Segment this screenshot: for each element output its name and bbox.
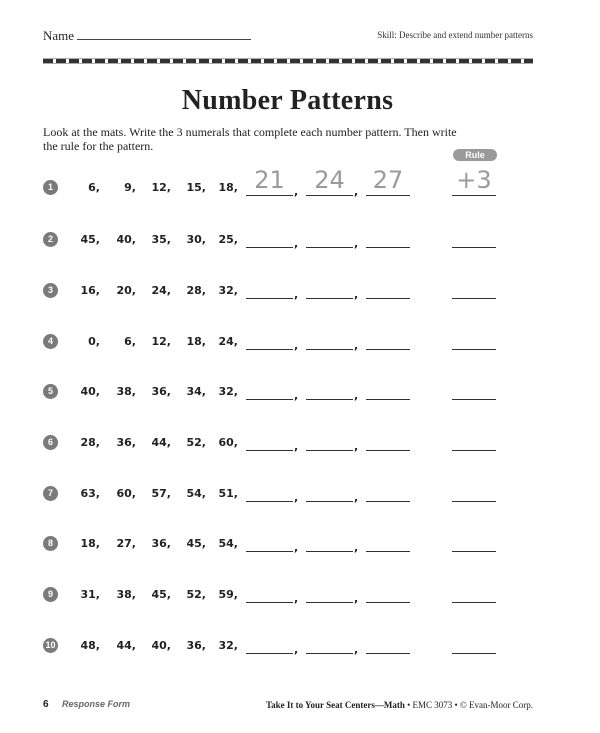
pattern-value: 45,: [80, 233, 100, 246]
rule-blank[interactable]: [452, 450, 496, 451]
pattern-value: 32,: [218, 639, 238, 652]
pattern-row: [0, 166, 600, 203]
rule-header-badge: Rule: [453, 149, 497, 161]
answer-blank[interactable]: [366, 195, 410, 196]
rule-blank[interactable]: [452, 501, 496, 502]
pattern-row: [0, 327, 600, 357]
pattern-value: 20,: [116, 284, 136, 297]
separator-comma: ,: [294, 389, 299, 402]
separator-comma: ,: [354, 592, 359, 605]
page-title: Number Patterns: [181, 85, 394, 116]
answer-blank[interactable]: [246, 195, 293, 196]
pattern-value: 32,: [218, 284, 238, 297]
pattern-value: 45,: [151, 588, 171, 601]
answer-blank[interactable]: [306, 399, 353, 400]
answer-blank[interactable]: [246, 653, 293, 654]
rule-blank[interactable]: [452, 399, 496, 400]
separator-comma: ,: [294, 288, 299, 301]
pattern-value: 18,: [218, 181, 238, 194]
pattern-value: 54,: [186, 487, 206, 500]
pattern-value: 18,: [186, 335, 206, 348]
pattern-value: 31,: [80, 588, 100, 601]
rule-blank[interactable]: [452, 195, 496, 196]
pattern-row: [0, 377, 600, 407]
pattern-value: 18,: [80, 537, 100, 550]
pattern-value: 36,: [116, 436, 136, 449]
problem-number-badge: 10: [43, 638, 58, 653]
footer-page-number: 6: [43, 699, 49, 710]
problem-number-badge: 1: [43, 180, 58, 195]
separator-comma: ,: [294, 491, 299, 504]
problem-number-badge: 2: [43, 232, 58, 247]
separator-comma: ,: [294, 541, 299, 554]
sample-answer: 24: [314, 166, 345, 194]
separator-comma: ,: [354, 237, 359, 250]
answer-blank[interactable]: [246, 399, 293, 400]
answer-blank[interactable]: [306, 602, 353, 603]
pattern-value: 51,: [218, 487, 238, 500]
rule-blank[interactable]: [452, 247, 496, 248]
pattern-row: [0, 631, 600, 661]
pattern-value: 48,: [80, 639, 100, 652]
separator-comma: ,: [354, 339, 359, 352]
pattern-value: 9,: [124, 181, 136, 194]
pattern-value: 52,: [186, 436, 206, 449]
rule-blank[interactable]: [452, 551, 496, 552]
instructions: Look at the mats. Write the 3 numerals that complete each number pattern. Then write the rule for the pattern.: [43, 125, 457, 153]
answer-blank[interactable]: [246, 298, 293, 299]
pattern-value: 32,: [218, 385, 238, 398]
answer-blank[interactable]: [306, 247, 353, 248]
pattern-value: 38,: [116, 385, 136, 398]
pattern-value: 24,: [151, 284, 171, 297]
problem-number-badge: 7: [43, 486, 58, 501]
pattern-row: [0, 529, 600, 559]
separator-comma: ,: [294, 185, 299, 198]
answer-blank[interactable]: [306, 450, 353, 451]
pattern-row: [0, 479, 600, 509]
pattern-row: [0, 225, 600, 255]
separator-comma: ,: [294, 237, 299, 250]
pattern-value: 57,: [151, 487, 171, 500]
answer-blank[interactable]: [366, 349, 410, 350]
pattern-row: [0, 580, 600, 610]
problem-number-badge: 6: [43, 435, 58, 450]
pattern-value: 34,: [186, 385, 206, 398]
pattern-row: [0, 276, 600, 306]
answer-blank[interactable]: [366, 450, 410, 451]
pattern-value: 30,: [186, 233, 206, 246]
pattern-value: 28,: [80, 436, 100, 449]
answer-blank[interactable]: [246, 501, 293, 502]
answer-blank[interactable]: [306, 653, 353, 654]
separator-comma: ,: [354, 491, 359, 504]
pattern-value: 36,: [151, 385, 171, 398]
separator-comma: ,: [354, 185, 359, 198]
answer-blank[interactable]: [366, 551, 410, 552]
answer-blank[interactable]: [306, 551, 353, 552]
name-field: [43, 28, 251, 44]
sample-answer: 27: [372, 166, 404, 194]
pattern-value: 60,: [116, 487, 136, 500]
pattern-value: 0,: [88, 335, 100, 348]
pattern-value: 12,: [151, 335, 171, 348]
pattern-value: 40,: [151, 639, 171, 652]
pattern-value: 15,: [186, 181, 206, 194]
name-blank: [77, 29, 251, 40]
sample-rule: +3: [456, 166, 492, 194]
answer-blank[interactable]: [246, 450, 293, 451]
pattern-value: 54,: [218, 537, 238, 550]
pattern-value: 16,: [80, 284, 100, 297]
answer-blank[interactable]: [366, 602, 410, 603]
pattern-value: 36,: [151, 537, 171, 550]
sample-answer: 21: [254, 166, 285, 194]
problem-number-badge: 4: [43, 334, 58, 349]
pattern-value: 38,: [116, 588, 136, 601]
footer-publisher: • EMC 3073 • © Evan-Moor Corp.: [407, 700, 533, 710]
answer-blank[interactable]: [366, 399, 410, 400]
problem-number-badge: 3: [43, 283, 58, 298]
problem-number-badge: 9: [43, 587, 58, 602]
separator-comma: ,: [354, 288, 359, 301]
skill-text: Skill: Describe and extend number patterns: [377, 30, 533, 40]
problem-number-badge: 5: [43, 384, 58, 399]
separator-comma: ,: [354, 389, 359, 402]
pattern-value: 44,: [116, 639, 136, 652]
pattern-value: 45,: [186, 537, 206, 550]
name-label: Name: [43, 28, 75, 43]
pattern-value: 44,: [151, 436, 171, 449]
rule-blank[interactable]: [452, 602, 496, 603]
answer-blank[interactable]: [306, 501, 353, 502]
separator-comma: ,: [354, 541, 359, 554]
answer-blank[interactable]: [246, 602, 293, 603]
pattern-value: 24,: [218, 335, 238, 348]
pattern-value: 52,: [186, 588, 206, 601]
rule-blank[interactable]: [452, 653, 496, 654]
pattern-value: 28,: [186, 284, 206, 297]
separator-comma: ,: [354, 440, 359, 453]
answer-blank[interactable]: [306, 349, 353, 350]
pattern-value: 40,: [80, 385, 100, 398]
separator-comma: ,: [294, 592, 299, 605]
answer-blank[interactable]: [366, 501, 410, 502]
footer-form-label: Response Form: [62, 699, 131, 709]
pattern-value: 12,: [151, 181, 171, 194]
separator-comma: ,: [294, 643, 299, 656]
pattern-value: 27,: [116, 537, 136, 550]
answer-blank[interactable]: [246, 247, 293, 248]
pattern-value: 40,: [116, 233, 136, 246]
rule-blank[interactable]: [452, 298, 496, 299]
footer-credit: [266, 700, 533, 710]
pattern-value: 35,: [151, 233, 171, 246]
pattern-row: [0, 428, 600, 458]
pattern-value: 6,: [88, 181, 100, 194]
pattern-value: 36,: [186, 639, 206, 652]
answer-blank[interactable]: [246, 551, 293, 552]
answer-blank[interactable]: [366, 247, 410, 248]
answer-blank[interactable]: [366, 298, 410, 299]
separator-comma: ,: [354, 643, 359, 656]
pattern-value: 59,: [218, 588, 238, 601]
answer-blank[interactable]: [306, 195, 353, 196]
footer-book-title: Take It to Your Seat Centers—Math: [265, 700, 405, 710]
pattern-value: 60,: [218, 436, 238, 449]
separator-comma: ,: [294, 339, 299, 352]
answer-blank[interactable]: [246, 349, 293, 350]
pattern-value: 25,: [218, 233, 238, 246]
pattern-value: 63,: [80, 487, 100, 500]
answer-blank[interactable]: [306, 298, 353, 299]
header-divider: [43, 59, 533, 63]
separator-comma: ,: [294, 440, 299, 453]
answer-blank[interactable]: [366, 653, 410, 654]
pattern-value: 6,: [124, 335, 136, 348]
problem-number-badge: 8: [43, 536, 58, 551]
rule-blank[interactable]: [452, 349, 496, 350]
